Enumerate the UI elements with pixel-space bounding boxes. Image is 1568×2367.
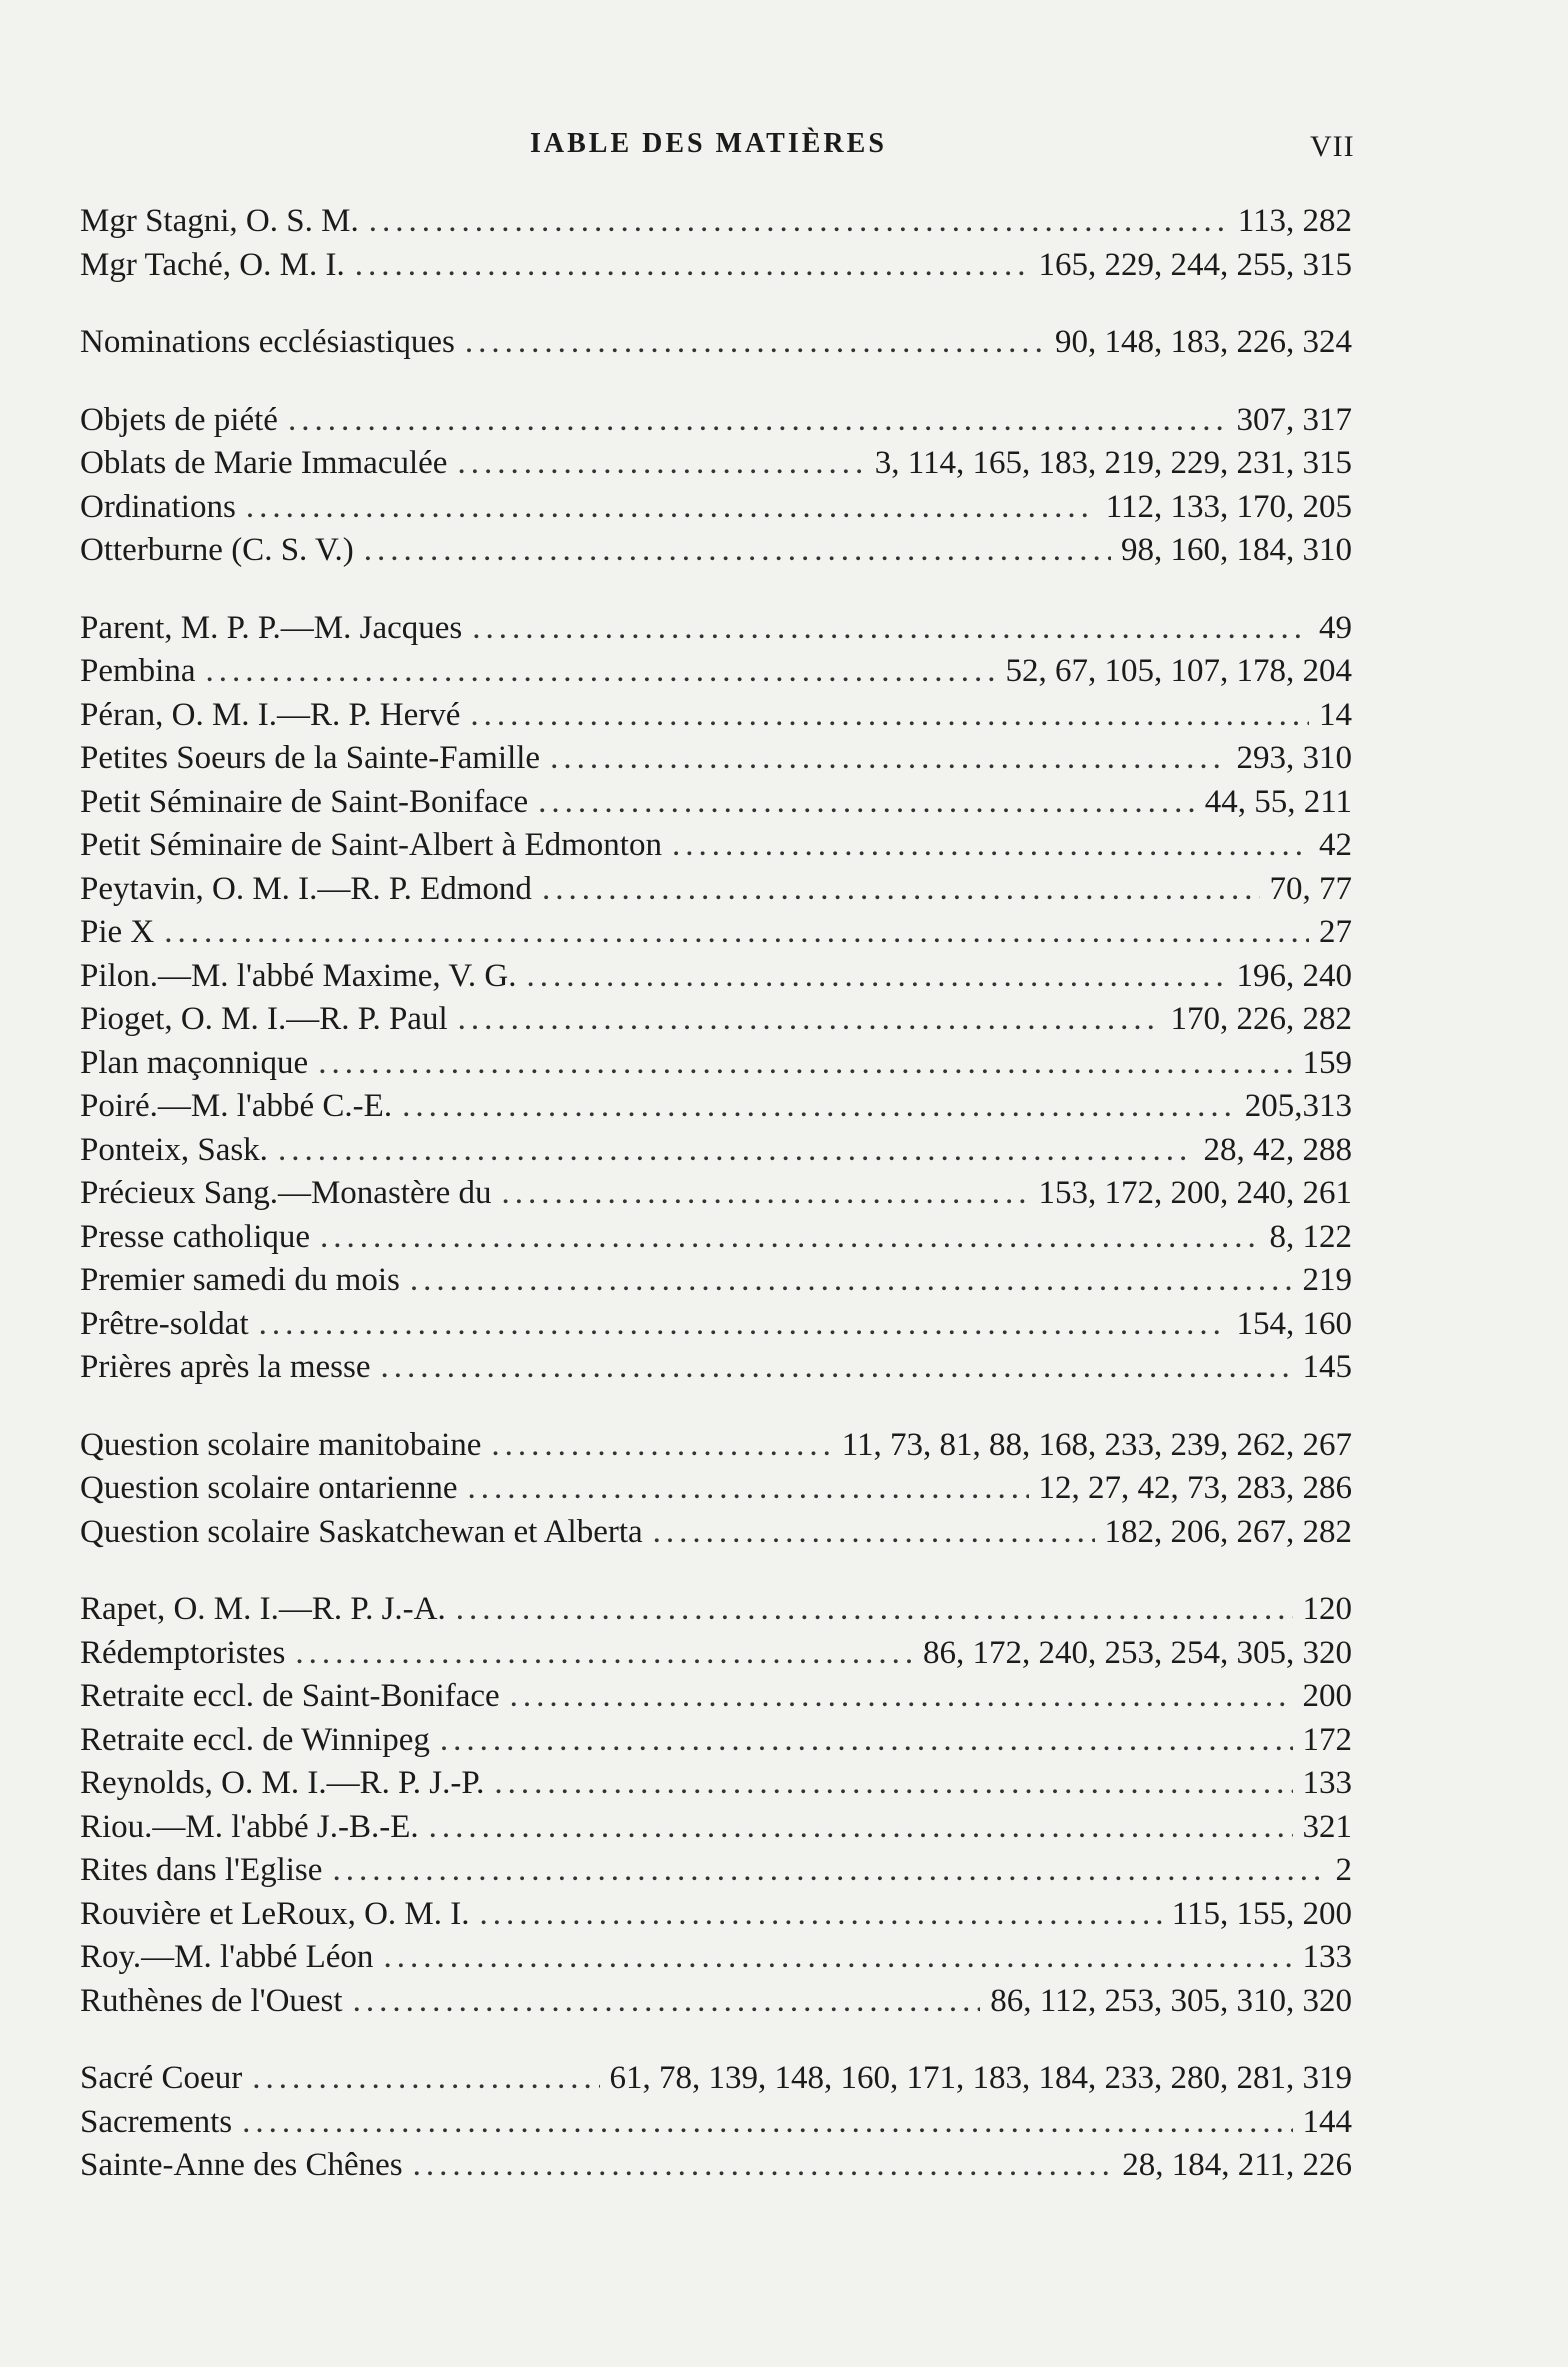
index-entry [80,399,1352,443]
entry-label: Question scolaire manitobaine [80,1426,482,1463]
dot-leader [402,1085,1235,1129]
entry-pages: 144 [1302,2103,1352,2140]
dot-leader [456,1588,1293,1632]
entry-label: Parent, M. P. P.—M. Jacques [80,609,463,646]
entry-pages: 61, 78, 139, 148, 160, 171, 183, 184, 233, 280, 281, 319 [609,2060,1352,2096]
index-entry [80,2101,1352,2145]
entry-label: Retraite eccl. de Winnipeg [80,1721,430,1758]
entry-pages: 90, 148, 183, 226, 324 [1055,324,1352,360]
dot-leader [550,737,1226,781]
entry-label: Presse catholique [80,1218,311,1255]
index-entry [80,1129,1352,1173]
entry-pages: 182, 206, 267, 282 [1104,1513,1352,1550]
index-entry [80,998,1352,1042]
index-entry [80,650,1352,694]
dot-leader [252,2057,599,2101]
dot-leader [538,781,1195,825]
entry-pages: 44, 55, 211 [1204,783,1352,820]
index-entry [80,781,1352,825]
dot-leader [288,399,1227,443]
index-entry [80,2057,1352,2101]
entry-label: Rouvière et LeRoux, O. M. I. [80,1895,470,1932]
index-group [80,200,1352,287]
index-entry [80,321,1352,365]
entry-label: Mgr Stagni, O. S. M. [80,203,359,239]
entry-pages: 28, 42, 288 [1203,1131,1352,1168]
index-entry [80,1675,1352,1719]
entry-pages: 49 [1319,609,1352,646]
entry-pages: 165, 229, 244, 255, 315 [1038,246,1352,283]
entry-label: Prêtre-soldat [80,1305,249,1342]
dot-leader [410,1259,1293,1303]
entry-pages: 133 [1302,1939,1352,1975]
entry-label: Nominations ecclésiastiques [80,324,455,360]
dot-leader [295,1632,913,1676]
entry-label: Pembina [80,653,196,689]
entry-pages: 3, 114, 165, 183, 219, 229, 231, 315 [874,445,1352,481]
entry-label: Précieux Sang.—Monastère du [80,1175,492,1211]
entry-pages: 145 [1302,1349,1352,1385]
dot-leader [494,1762,1292,1806]
index-entry [80,1762,1352,1806]
dot-leader [383,1936,1292,1980]
dot-leader [526,955,1226,999]
index-entry [80,442,1352,486]
dot-leader [259,1303,1227,1347]
dot-leader [205,650,995,694]
index-entry [80,1216,1352,1260]
index-entry [80,1849,1352,1893]
dot-leader [413,2144,1113,2188]
dot-leader [472,607,1309,651]
entry-label: Question scolaire Saskatchewan et Alberta [80,1513,643,1550]
entry-label: Prières après la messe [80,1349,371,1385]
index-entry [80,607,1352,651]
dot-leader [242,2101,1292,2145]
index-entry [80,868,1352,912]
running-title: IABLE DES MATIÈRES [530,128,887,159]
entry-pages: 153, 172, 200, 240, 261 [1038,1175,1352,1211]
entry-pages: 196, 240 [1236,957,1352,994]
index-entry [80,1632,1352,1676]
dot-leader [278,1129,1194,1173]
entry-label: Riou.—M. l'abbé J.-B.-E. [80,1808,419,1845]
dot-leader [440,1719,1293,1763]
entry-pages: 98, 160, 184, 310 [1121,532,1352,568]
entry-label: Peytavin, O. M. I.—R. P. Edmond [80,870,532,907]
dot-leader [480,1893,1162,1937]
entry-label: Pie X [80,914,155,950]
entry-pages: 133 [1302,1765,1352,1801]
entry-pages: 2 [1335,1852,1352,1888]
entry-pages: 28, 184, 211, 226 [1122,2147,1352,2183]
table-of-contents [80,200,1352,2222]
dot-leader [355,244,1029,288]
entry-pages: 293, 310 [1236,740,1352,776]
index-entry [80,737,1352,781]
entry-label: Oblats de Marie Immaculée [80,445,448,481]
entry-label: Sacrements [80,2103,233,2140]
entry-label: Pilon.—M. l'abbé Maxime, V. G. [80,957,517,994]
entry-pages: 42 [1319,827,1352,863]
entry-label: Petites Soeurs de la Sainte-Famille [80,740,541,776]
index-entry [80,1303,1352,1347]
entry-label: Ponteix, Sask. [80,1131,268,1168]
entry-pages: 115, 155, 200 [1171,1895,1352,1932]
index-entry [80,1588,1352,1632]
entry-pages: 8, 122 [1269,1218,1352,1255]
entry-label: Pioget, O. M. I.—R. P. Paul [80,1001,448,1037]
dot-leader [369,200,1228,244]
index-entry [80,244,1352,288]
entry-label: Reynolds, O. M. I.—R. P. J.-P. [80,1765,485,1801]
entry-label: Roy.—M. l'abbé Léon [80,1939,374,1975]
entry-label: Otterburne (C. S. V.) [80,532,354,568]
entry-pages: 113, 282 [1237,203,1352,239]
index-entry [80,486,1352,530]
entry-pages: 112, 133, 170, 205 [1105,488,1352,525]
entry-pages: 86, 112, 253, 305, 310, 320 [990,1982,1352,2019]
entry-label: Mgr Taché, O. M. I. [80,246,345,283]
dot-leader [502,1172,1029,1216]
dot-leader [510,1675,1293,1719]
dot-leader [465,321,1045,365]
index-entry [80,1085,1352,1129]
entry-pages: 205,313 [1244,1088,1352,1124]
entry-label: Plan maçonnique [80,1044,309,1081]
index-entry [80,1893,1352,1937]
dot-leader [672,824,1309,868]
entry-label: Sacré Coeur [80,2060,243,2096]
index-entry [80,1936,1352,1980]
dot-leader [380,1346,1292,1390]
dot-leader [332,1849,1325,1893]
dot-leader [429,1806,1293,1850]
entry-pages: 172 [1302,1721,1352,1758]
index-group [80,399,1352,573]
entry-label: Poiré.—M. l'abbé C.-E. [80,1088,393,1124]
dot-leader [491,1424,831,1468]
entry-label: Ruthènes de l'Ouest [80,1982,343,2019]
entry-pages: 307, 317 [1236,401,1352,438]
index-entry [80,1259,1352,1303]
entry-pages: 11, 73, 81, 88, 168, 233, 239, 262, 267 [841,1426,1352,1463]
entry-pages: 70, 77 [1269,870,1352,907]
dot-leader [653,1511,1095,1555]
dot-leader [470,694,1309,738]
index-entry [80,1467,1352,1511]
page-number: VII [1310,130,1355,163]
index-group [80,1424,1352,1555]
index-entry [80,2144,1352,2188]
dot-leader [364,529,1111,573]
entry-label: Rites dans l'Eglise [80,1852,323,1888]
dot-leader [318,1042,1292,1086]
index-entry [80,1719,1352,1763]
entry-label: Premier samedi du mois [80,1262,400,1298]
entry-label: Péran, O. M. I.—R. P. Hervé [80,696,461,733]
entry-pages: 321 [1302,1808,1352,1845]
entry-label: Question scolaire ontarienne [80,1470,458,1506]
entry-pages: 12, 27, 42, 73, 283, 286 [1038,1470,1352,1506]
entry-label: Ordinations [80,488,236,525]
entry-pages: 200 [1302,1678,1352,1714]
index-entry [80,1172,1352,1216]
entry-label: Rédemptoristes [80,1634,286,1671]
index-group [80,607,1352,1390]
dot-leader [246,486,1096,530]
index-entry [80,200,1352,244]
entry-pages: 170, 226, 282 [1170,1001,1352,1037]
entry-label: Rapet, O. M. I.—R. P. J.-A. [80,1591,446,1627]
entry-label: Objets de piété [80,401,278,438]
index-entry [80,529,1352,573]
entry-pages: 154, 160 [1236,1305,1352,1342]
dot-leader [458,998,1161,1042]
entry-pages: 120 [1302,1591,1352,1627]
index-group [80,1588,1352,2023]
entry-pages: 14 [1319,696,1352,733]
entry-pages: 159 [1302,1044,1352,1081]
dot-leader [457,442,864,486]
index-entry [80,694,1352,738]
entry-pages: 27 [1319,914,1352,950]
entry-label: Petit Séminaire de Saint-Boniface [80,783,529,820]
index-entry [80,1042,1352,1086]
entry-label: Petit Séminaire de Saint-Albert à Edmonton [80,827,662,863]
index-entry [80,824,1352,868]
index-entry [80,1424,1352,1468]
dot-leader [468,1467,1029,1511]
dot-leader [320,1216,1259,1260]
page-header [0,128,1568,172]
index-group [80,321,1352,365]
index-entry [80,955,1352,999]
entry-label: Sainte-Anne des Chênes [80,2147,403,2183]
dot-leader [164,911,1309,955]
entry-pages: 52, 67, 105, 107, 178, 204 [1005,653,1352,689]
index-entry [80,1980,1352,2024]
entry-pages: 86, 172, 240, 253, 254, 305, 320 [923,1634,1352,1671]
index-entry [80,1346,1352,1390]
index-entry [80,1511,1352,1555]
dot-leader [353,1980,981,2024]
entry-label: Retraite eccl. de Saint-Boniface [80,1678,500,1714]
index-group [80,2057,1352,2188]
dot-leader [542,868,1260,912]
index-entry [80,1806,1352,1850]
index-entry [80,911,1352,955]
entry-pages: 219 [1302,1262,1352,1298]
